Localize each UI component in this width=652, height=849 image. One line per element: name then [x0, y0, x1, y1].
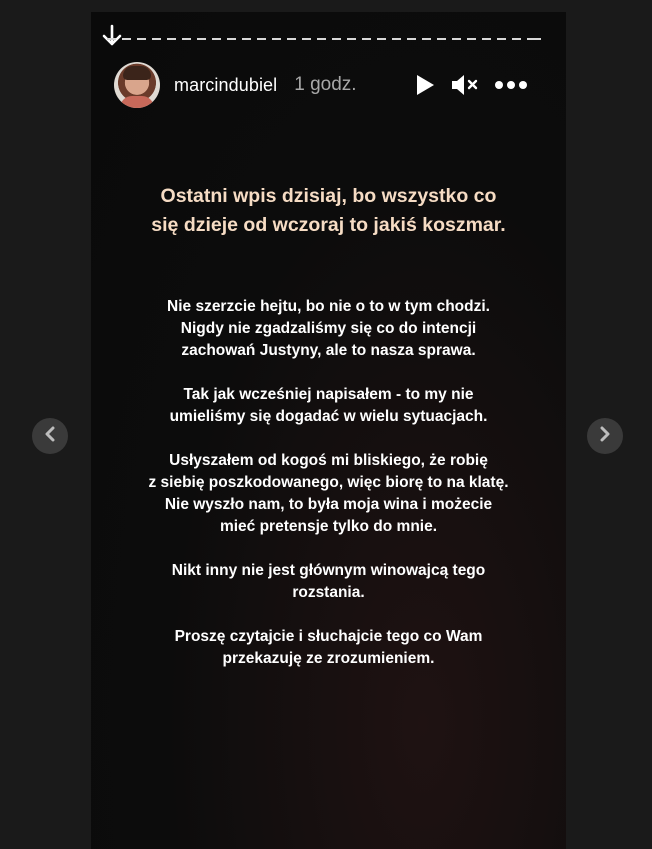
volume-muted-icon[interactable] — [450, 72, 480, 98]
chevron-right-icon — [598, 426, 612, 447]
story-paragraph: Tak jak wcześniej napisałem - to my nie umieliśmy się dogadać w wielu sytuacjach. — [169, 386, 488, 425]
post-time: 1 godz. — [294, 74, 357, 95]
chevron-left-icon — [43, 426, 57, 447]
story-text-content — [91, 182, 566, 692]
story-headline: Ostatni wpis dzisiaj, bo wszystko co się dzieje od wczoraj to jakiś koszmar. — [151, 185, 506, 236]
previous-story-button[interactable] — [32, 418, 68, 454]
story-paragraph: Proszę czytajcie i słuchajcie tego co Wam przekazuję ze zrozumieniem. — [174, 628, 483, 667]
arrow-down-icon[interactable] — [101, 24, 123, 48]
story-controls — [414, 72, 550, 98]
more-options-icon[interactable] — [494, 80, 528, 90]
story-header — [114, 61, 550, 109]
next-story-button[interactable] — [587, 418, 623, 454]
story-viewer — [91, 12, 566, 849]
play-icon[interactable] — [414, 73, 436, 97]
username[interactable]: marcindubiel — [174, 74, 278, 95]
story-progress-bar — [107, 38, 541, 40]
story-progress-segment — [527, 38, 541, 40]
story-paragraph: Nikt inny nie jest głównym winowajcą tego rozstania. — [171, 562, 486, 601]
story-paragraph: Nie szerzcie hejtu, bo nie o to w tym chodzi. Nigdy nie zgadzaliśmy się co do intencji zachowań Justyny, ale to nasza sprawa. — [167, 298, 490, 359]
story-paragraph: Usłyszałem od kogoś mi bliskiego, że robię z siebię poszkodowanego, więc biorę to na klatę. Nie wyszło nam, to była moja wina i możecie mieć pretensje tylko do mnie. — [148, 452, 509, 535]
avatar[interactable] — [114, 62, 160, 108]
